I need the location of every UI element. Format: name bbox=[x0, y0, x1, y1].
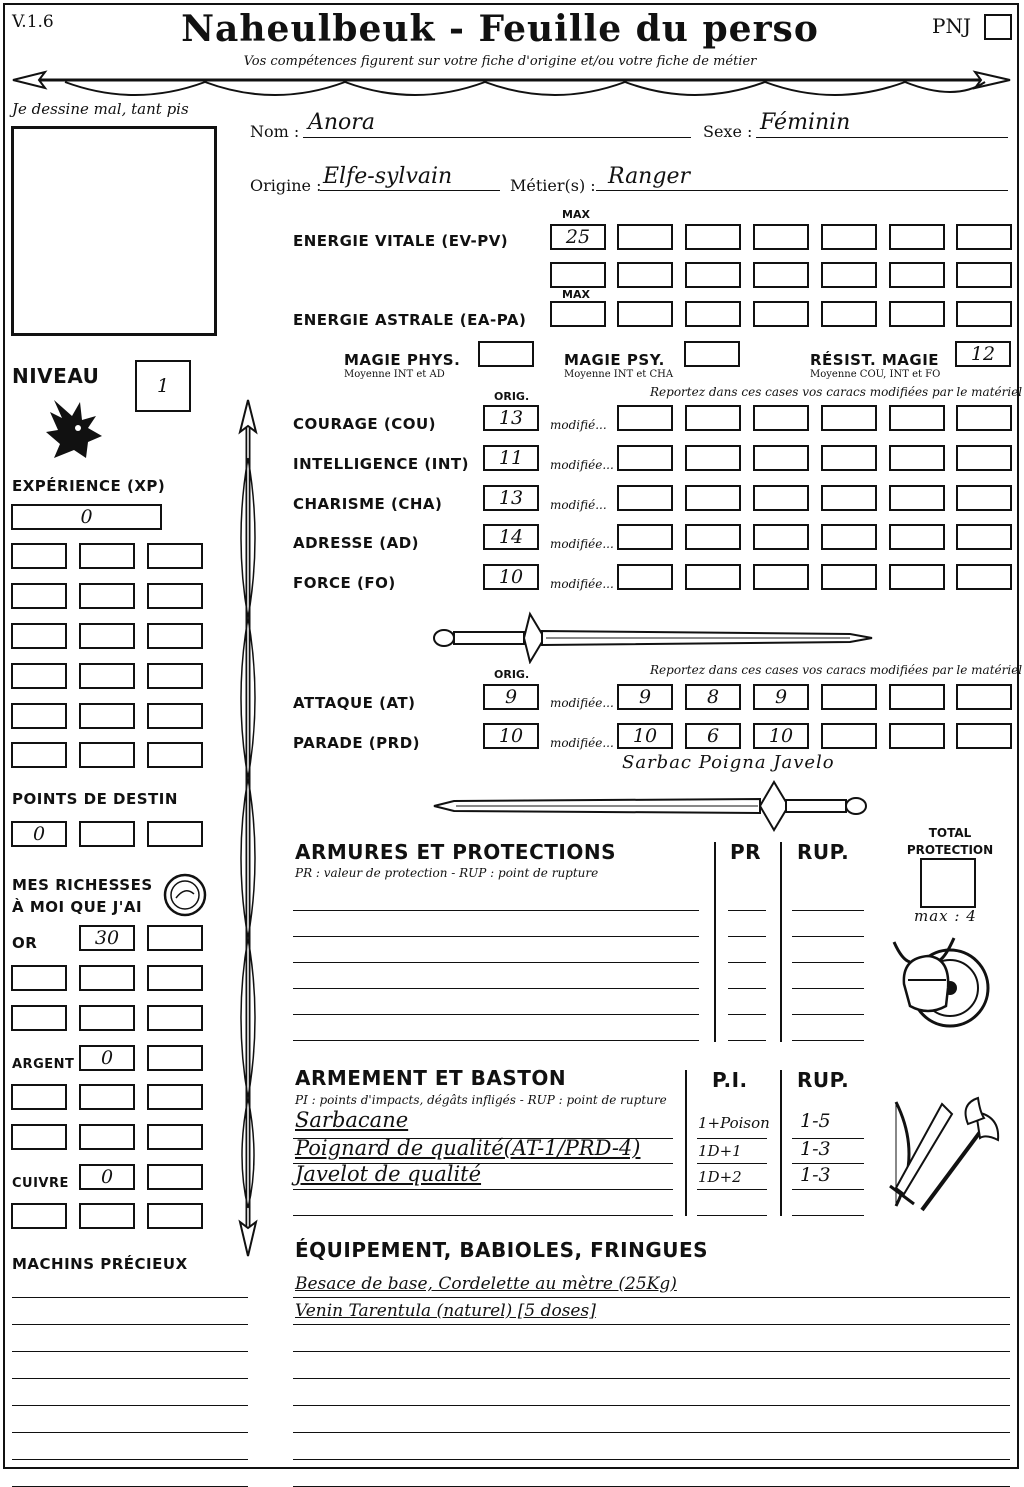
armure-pr-line[interactable] bbox=[728, 1014, 766, 1015]
ea-label: ENERGIE ASTRALE (EA-PA) bbox=[293, 311, 527, 329]
origine-label: Origine : bbox=[250, 176, 322, 195]
carac-mod-cell[interactable] bbox=[753, 485, 809, 511]
weapon-name[interactable]: Poignard de qualité(AT-1/PRD-4) bbox=[295, 1136, 641, 1160]
page-title: Naheulbeuk - Feuille du perso bbox=[181, 8, 819, 50]
carac-mod-cell[interactable] bbox=[889, 485, 945, 511]
carac-mod-cell[interactable] bbox=[685, 445, 741, 471]
xp-cell[interactable] bbox=[147, 703, 203, 729]
weapon-pi[interactable]: 1D+2 bbox=[698, 1168, 742, 1186]
carac-mod-cell[interactable] bbox=[956, 405, 1012, 431]
origine-value[interactable]: Elfe-sylvain bbox=[323, 164, 453, 189]
cuivre-box[interactable]: 0 bbox=[79, 1164, 135, 1190]
prd-mod-cell[interactable] bbox=[889, 723, 945, 749]
xp-box[interactable]: 0 bbox=[11, 504, 162, 530]
or-cell[interactable] bbox=[147, 925, 203, 951]
nom-label: Nom : bbox=[250, 122, 300, 141]
resist-magie-label: RÉSIST. MAGIE bbox=[810, 351, 940, 369]
total-label-2: PROTECTION bbox=[906, 843, 994, 857]
weapon-pi[interactable]: 1D+1 bbox=[698, 1142, 742, 1160]
carac-label: ADRESSE (AD) bbox=[293, 534, 420, 552]
ea-max-box[interactable] bbox=[550, 301, 606, 327]
armure-rup-line[interactable] bbox=[792, 988, 864, 989]
armement-rup-label: RUP. bbox=[797, 1068, 850, 1092]
or-label: OR bbox=[12, 934, 38, 952]
carac-mod-label: modifiée... bbox=[550, 577, 614, 591]
armement-line bbox=[293, 1215, 673, 1216]
armement-divider-1 bbox=[685, 1070, 687, 1216]
or-cell[interactable] bbox=[11, 1005, 67, 1031]
cuivre-cell[interactable] bbox=[79, 1203, 135, 1229]
at-mod-cell[interactable]: 8 bbox=[685, 684, 741, 710]
sword-icon bbox=[430, 610, 875, 664]
carac-mod-cell[interactable] bbox=[617, 564, 673, 590]
xp-cell[interactable] bbox=[11, 543, 67, 569]
xp-cell[interactable] bbox=[11, 703, 67, 729]
ev-cell[interactable] bbox=[753, 262, 809, 288]
at-mod-label: modifiée... bbox=[550, 696, 614, 710]
metier-value[interactable]: Ranger bbox=[608, 164, 690, 189]
carac-mod-cell[interactable] bbox=[956, 524, 1012, 550]
prd-mod-cell[interactable]: 10 bbox=[617, 723, 673, 749]
armure-pr-line[interactable] bbox=[728, 936, 766, 937]
ev-cell[interactable] bbox=[617, 262, 673, 288]
xp-cell[interactable] bbox=[11, 623, 67, 649]
ea-max-label: MAX bbox=[562, 288, 590, 301]
carac-mod-label: modifié... bbox=[550, 418, 607, 432]
xp-cell[interactable] bbox=[147, 543, 203, 569]
carac-mod-cell[interactable] bbox=[889, 405, 945, 431]
at-mod-cell[interactable] bbox=[821, 684, 877, 710]
at-mod-cell[interactable] bbox=[889, 684, 945, 710]
armement-divider-2 bbox=[780, 1070, 782, 1216]
carac-mod-cell[interactable] bbox=[821, 445, 877, 471]
armement-rup-line bbox=[792, 1163, 864, 1164]
xp-cell[interactable] bbox=[79, 663, 135, 689]
version-label: V.1.6 bbox=[12, 12, 54, 32]
armure-rup-line[interactable] bbox=[792, 910, 864, 911]
carac-mod-cell[interactable] bbox=[889, 564, 945, 590]
machins-line[interactable] bbox=[12, 1324, 248, 1325]
prd-mod-cell[interactable] bbox=[821, 723, 877, 749]
argent-cell[interactable] bbox=[79, 1124, 135, 1150]
nom-line bbox=[303, 137, 691, 138]
carac-mod-cell[interactable] bbox=[617, 405, 673, 431]
machins-line[interactable] bbox=[12, 1432, 248, 1433]
machins-line[interactable] bbox=[12, 1459, 248, 1460]
ea-cell[interactable] bbox=[753, 301, 809, 327]
ev-label: ENERGIE VITALE (EV-PV) bbox=[293, 232, 509, 250]
argent-box[interactable]: 0 bbox=[79, 1045, 135, 1071]
ev-max-label: MAX bbox=[562, 208, 590, 221]
sexe-label: Sexe : bbox=[703, 122, 753, 141]
magie-phys-note: Moyenne INT et AD bbox=[344, 369, 445, 380]
equipement-item[interactable]: Besace de base, Cordelette au mètre (25Kg) bbox=[295, 1274, 677, 1294]
richesses-label-1: MES RICHESSES bbox=[12, 876, 153, 894]
ev-cell[interactable] bbox=[753, 224, 809, 250]
magie-psy-label: MAGIE PSY. bbox=[564, 351, 665, 369]
armure-pr-line[interactable] bbox=[728, 988, 766, 989]
ea-cell[interactable] bbox=[617, 301, 673, 327]
machins-line[interactable] bbox=[12, 1297, 248, 1298]
total-protection-box[interactable] bbox=[920, 858, 976, 908]
machins-line[interactable] bbox=[12, 1378, 248, 1379]
weapon-name[interactable]: Sarbacane bbox=[295, 1108, 409, 1132]
weapon-rup[interactable]: 1-3 bbox=[800, 1138, 831, 1160]
at-mod-cell[interactable]: 9 bbox=[617, 684, 673, 710]
magie-psy-note: Moyenne INT et CHA bbox=[564, 369, 674, 380]
armement-pi-line bbox=[697, 1163, 767, 1164]
resist-magie-box[interactable]: 12 bbox=[955, 341, 1011, 367]
armures-rup-label: RUP. bbox=[797, 840, 850, 864]
weapon-name[interactable]: Javelot de qualité bbox=[295, 1162, 482, 1186]
xp-cell[interactable] bbox=[147, 663, 203, 689]
ev-cell[interactable] bbox=[617, 224, 673, 250]
prd-mod-cell[interactable] bbox=[956, 723, 1012, 749]
armement-pi-line bbox=[697, 1215, 767, 1216]
argent-cell[interactable] bbox=[147, 1124, 203, 1150]
carac-mod-cell[interactable] bbox=[685, 485, 741, 511]
armure-line[interactable] bbox=[293, 1040, 699, 1041]
carac-report-note: Reportez dans ces cases vos caracs modifiées par le matériel bbox=[650, 385, 1023, 399]
armement-pi-line bbox=[697, 1189, 767, 1190]
equipement-line[interactable] bbox=[293, 1351, 1010, 1352]
carac-orig-box[interactable]: 13 bbox=[483, 405, 539, 431]
machins-line[interactable] bbox=[12, 1351, 248, 1352]
sexe-line bbox=[756, 137, 1008, 138]
carac-label: CHARISME (CHA) bbox=[293, 495, 443, 513]
carac-mod-cell[interactable] bbox=[753, 445, 809, 471]
armement-title: ARMEMENT ET BASTON bbox=[295, 1066, 567, 1090]
equipement-line[interactable] bbox=[293, 1405, 1010, 1406]
max-protection-note: max : 4 bbox=[914, 907, 977, 925]
helmet-shield-icon bbox=[888, 928, 1000, 1038]
carac-mod-cell[interactable] bbox=[956, 485, 1012, 511]
equipement-line[interactable] bbox=[293, 1459, 1010, 1460]
armure-rup-line[interactable] bbox=[792, 936, 864, 937]
xp-cell[interactable] bbox=[79, 623, 135, 649]
machins-label: MACHINS PRÉCIEUX bbox=[12, 1255, 188, 1273]
armures-note: PR : valeur de protection - RUP : point de rupture bbox=[295, 866, 599, 880]
ev-cell[interactable] bbox=[821, 224, 877, 250]
or-cell[interactable] bbox=[11, 965, 67, 991]
armure-line[interactable] bbox=[293, 910, 699, 911]
argent-cell[interactable] bbox=[147, 1084, 203, 1110]
armement-line bbox=[293, 1138, 673, 1139]
carac-mod-label: modifiée... bbox=[550, 537, 614, 551]
cuivre-cell[interactable] bbox=[147, 1203, 203, 1229]
xp-cell[interactable] bbox=[79, 543, 135, 569]
at-mod-cell[interactable] bbox=[956, 684, 1012, 710]
argent-cell[interactable] bbox=[11, 1124, 67, 1150]
weapon-rup[interactable]: 1-3 bbox=[800, 1164, 831, 1186]
armement-pi-line bbox=[697, 1138, 767, 1139]
carac-orig-box[interactable]: 10 bbox=[483, 564, 539, 590]
resist-magie-note: Moyenne COU, INT et FO bbox=[810, 369, 941, 380]
equipement-line[interactable] bbox=[293, 1378, 1010, 1379]
weapons-note[interactable]: Sarbac Poigna Javelo bbox=[622, 752, 835, 773]
armement-rup-line bbox=[792, 1138, 864, 1139]
xp-label: EXPÉRIENCE (XP) bbox=[12, 477, 166, 495]
xp-cell[interactable] bbox=[11, 663, 67, 689]
carac-label: INTELLIGENCE (INT) bbox=[293, 455, 469, 473]
xp-cell[interactable] bbox=[147, 742, 203, 768]
armement-rup-line bbox=[792, 1215, 864, 1216]
combat-report-note: Reportez dans ces cases vos caracs modifiées par le matériel bbox=[650, 663, 1023, 677]
or-cell[interactable] bbox=[79, 965, 135, 991]
total-label-1: TOTAL bbox=[928, 826, 972, 840]
armure-line[interactable] bbox=[293, 988, 699, 989]
xp-cell[interactable] bbox=[147, 623, 203, 649]
niveau-box[interactable]: 1 bbox=[135, 360, 191, 412]
argent-cell[interactable] bbox=[79, 1084, 135, 1110]
portrait-box[interactable] bbox=[11, 126, 217, 336]
cuivre-cell[interactable] bbox=[147, 1164, 203, 1190]
armement-pi-label: P.I. bbox=[712, 1068, 748, 1092]
cuivre-cell[interactable] bbox=[11, 1203, 67, 1229]
carac-mod-cell[interactable] bbox=[753, 405, 809, 431]
equipement-item[interactable]: Venin Tarentula (naturel) [5 doses] bbox=[295, 1301, 596, 1321]
carac-orig-box[interactable]: 14 bbox=[483, 524, 539, 550]
weapon-rup[interactable]: 1-5 bbox=[800, 1110, 831, 1132]
richesses-label-2: À MOI QUE J'AI bbox=[12, 898, 143, 916]
carac-mod-cell[interactable] bbox=[685, 524, 741, 550]
xp-cell[interactable] bbox=[147, 583, 203, 609]
dragon-icon bbox=[40, 392, 106, 462]
carac-mod-cell[interactable] bbox=[889, 524, 945, 550]
carac-mod-cell[interactable] bbox=[753, 524, 809, 550]
armure-line[interactable] bbox=[293, 962, 699, 963]
at-label: ATTAQUE (AT) bbox=[293, 694, 416, 712]
carac-mod-cell[interactable] bbox=[821, 524, 877, 550]
carac-orig-box[interactable]: 13 bbox=[483, 485, 539, 511]
origine-line bbox=[320, 190, 500, 191]
or-cell[interactable] bbox=[79, 1005, 135, 1031]
armement-rup-line bbox=[792, 1189, 864, 1190]
metier-label: Métier(s) : bbox=[510, 176, 596, 195]
magie-phys-label: MAGIE PHYS. bbox=[344, 351, 461, 369]
armement-note: PI : points d'impacts, dégâts infligés - RUP : point de rupture bbox=[295, 1093, 667, 1107]
armure-line[interactable] bbox=[293, 1014, 699, 1015]
armement-line bbox=[293, 1163, 673, 1164]
carac-mod-cell[interactable] bbox=[753, 564, 809, 590]
armures-divider-2 bbox=[780, 842, 782, 1042]
prd-label: PARADE (PRD) bbox=[293, 734, 421, 752]
armure-line[interactable] bbox=[293, 936, 699, 937]
ea-cell[interactable] bbox=[685, 301, 741, 327]
pnj-label: PNJ bbox=[932, 14, 971, 38]
carac-mod-cell[interactable] bbox=[956, 445, 1012, 471]
or-cell[interactable] bbox=[147, 965, 203, 991]
combat-orig-label: ORIG. bbox=[494, 668, 530, 681]
carac-mod-cell[interactable] bbox=[685, 405, 741, 431]
magie-psy-box[interactable] bbox=[684, 341, 740, 367]
prd-mod-cell[interactable]: 10 bbox=[753, 723, 809, 749]
armures-title: ARMURES ET PROTECTIONS bbox=[295, 840, 616, 864]
xp-cell[interactable] bbox=[11, 583, 67, 609]
prd-mod-label: modifiée... bbox=[550, 736, 614, 750]
carac-mod-cell[interactable] bbox=[889, 445, 945, 471]
ev-max-box[interactable]: 25 bbox=[550, 224, 606, 250]
ev-cell[interactable] bbox=[956, 262, 1012, 288]
armure-pr-line[interactable] bbox=[728, 1040, 766, 1041]
weapons-icon bbox=[882, 1094, 1008, 1218]
argent-cell[interactable] bbox=[147, 1045, 203, 1071]
ea-cell[interactable] bbox=[956, 301, 1012, 327]
or-box[interactable]: 30 bbox=[79, 925, 135, 951]
equipement-line[interactable] bbox=[293, 1324, 1010, 1325]
armures-divider-1 bbox=[714, 842, 716, 1042]
argent-label: ARGENT bbox=[12, 1057, 75, 1072]
destin-cell[interactable] bbox=[147, 821, 203, 847]
ev-cell[interactable] bbox=[889, 262, 945, 288]
prd-orig-box[interactable]: 10 bbox=[483, 723, 539, 749]
magie-phys-box[interactable] bbox=[478, 341, 534, 367]
argent-cell[interactable] bbox=[11, 1084, 67, 1110]
xp-cell[interactable] bbox=[79, 742, 135, 768]
carac-orig-box[interactable]: 11 bbox=[483, 445, 539, 471]
ea-cell[interactable] bbox=[889, 301, 945, 327]
destin-cell[interactable] bbox=[79, 821, 135, 847]
sexe-value[interactable]: Féminin bbox=[760, 110, 851, 135]
spear-icon bbox=[228, 398, 268, 1258]
carac-mod-cell[interactable] bbox=[617, 445, 673, 471]
carac-mod-cell[interactable] bbox=[956, 564, 1012, 590]
equipement-title: ÉQUIPEMENT, BABIOLES, FRINGUES bbox=[295, 1238, 709, 1262]
carac-mod-cell[interactable] bbox=[821, 485, 877, 511]
armure-rup-line[interactable] bbox=[792, 1014, 864, 1015]
xp-cell[interactable] bbox=[79, 703, 135, 729]
ev-cell[interactable] bbox=[821, 262, 877, 288]
or-cell[interactable] bbox=[147, 1005, 203, 1031]
carac-mod-cell[interactable] bbox=[821, 405, 877, 431]
armure-rup-line[interactable] bbox=[792, 1040, 864, 1041]
sword-icon bbox=[430, 778, 875, 832]
armures-pr-label: PR bbox=[730, 840, 762, 864]
at-orig-box[interactable]: 9 bbox=[483, 684, 539, 710]
ev-cell[interactable] bbox=[685, 262, 741, 288]
metier-line bbox=[596, 190, 1008, 191]
machins-line[interactable] bbox=[12, 1405, 248, 1406]
portrait-caption: Je dessine mal, tant pis bbox=[12, 100, 189, 118]
coin-icon bbox=[162, 872, 208, 918]
niveau-label: NIVEAU bbox=[12, 364, 100, 388]
equipement-line[interactable] bbox=[293, 1432, 1010, 1433]
ea-cell[interactable] bbox=[821, 301, 877, 327]
armement-line bbox=[293, 1189, 673, 1190]
carac-mod-label: modifié... bbox=[550, 498, 607, 512]
carac-mod-cell[interactable] bbox=[685, 564, 741, 590]
cuivre-label: CUIVRE bbox=[12, 1176, 69, 1191]
ev-cell[interactable] bbox=[685, 224, 741, 250]
xp-cell[interactable] bbox=[79, 583, 135, 609]
weapon-pi[interactable]: 1+Poison bbox=[698, 1114, 770, 1132]
xp-cell[interactable] bbox=[11, 742, 67, 768]
carac-mod-label: modifiée... bbox=[550, 458, 614, 472]
destin-label: POINTS DE DESTIN bbox=[12, 790, 178, 808]
destin-box[interactable]: 0 bbox=[11, 821, 67, 847]
ev-cell[interactable] bbox=[956, 224, 1012, 250]
orig-label: ORIG. bbox=[494, 390, 530, 403]
nom-value[interactable]: Anora bbox=[308, 110, 375, 135]
ev-cell[interactable] bbox=[889, 224, 945, 250]
carac-label: FORCE (FO) bbox=[293, 574, 396, 592]
carac-mod-cell[interactable] bbox=[617, 485, 673, 511]
carac-label: COURAGE (COU) bbox=[293, 415, 437, 433]
armure-pr-line[interactable] bbox=[728, 910, 766, 911]
equipement-line[interactable] bbox=[293, 1297, 1010, 1298]
carac-mod-cell[interactable] bbox=[821, 564, 877, 590]
prd-mod-cell[interactable]: 6 bbox=[685, 723, 741, 749]
at-mod-cell[interactable]: 9 bbox=[753, 684, 809, 710]
armure-rup-line[interactable] bbox=[792, 962, 864, 963]
armure-pr-line[interactable] bbox=[728, 962, 766, 963]
carac-mod-cell[interactable] bbox=[617, 524, 673, 550]
pnj-checkbox[interactable] bbox=[984, 14, 1012, 40]
ev-cell[interactable] bbox=[550, 262, 606, 288]
page-subtitle: Vos compétences figurent sur votre fiche d'origine et/ou votre fiche de métier bbox=[243, 54, 757, 69]
